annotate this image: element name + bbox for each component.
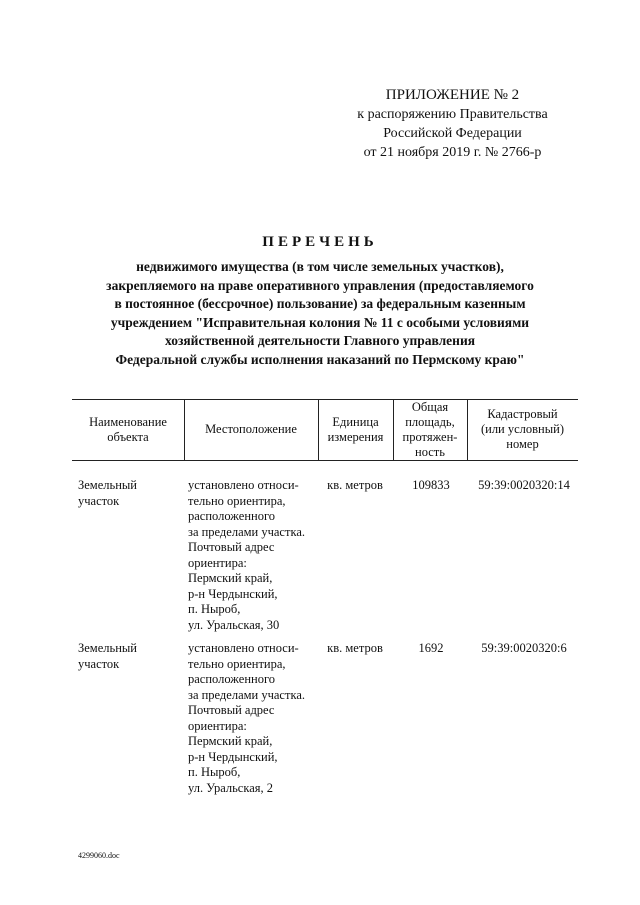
appendix-title: ПРИЛОЖЕНИЕ № 2 xyxy=(385,87,520,103)
subheading-line: в постоянное (бессрочное) пользование) за федеральным казенным xyxy=(114,296,526,311)
object-unit: кв. метров xyxy=(327,641,383,655)
subheading-line: недвижимого имущества (в том числе земельных участков), xyxy=(136,259,504,274)
subheading-line: закрепляемого на праве оперативного управления (предоставляемого xyxy=(106,277,534,293)
object-area: 1692 xyxy=(418,641,444,655)
object-unit: кв. метров xyxy=(327,478,383,492)
header-unit: Единица измерения xyxy=(327,414,384,444)
header-location: Местоположение xyxy=(205,422,297,436)
subheading-line: учреждением "Исправительная колония № 11 с особыми условиями xyxy=(110,314,530,330)
object-name: Земельный участок xyxy=(78,641,137,671)
appendix-block xyxy=(345,86,560,162)
object-name: Земельный участок xyxy=(78,478,137,508)
document-file-id: 4299060.doc xyxy=(78,851,120,860)
table-header-rule xyxy=(72,460,578,461)
object-area: 109833 xyxy=(412,478,450,492)
appendix-line-1: к распоряжению Правительства xyxy=(357,107,548,122)
object-cadastral-number: 59:39:0020320:6 xyxy=(481,641,567,655)
subheading-line: хозяйственной деятельности Главного управления xyxy=(164,333,476,348)
object-location: установлено относи- тельно ориентира, расположенного за пределами участка. Почтовый адрес ориентира: Пермский край, р-н Чердынский, п. Ныроб, ул. Уральская, 30 xyxy=(188,478,306,632)
subheading-line: Федеральной службы исполнения наказаний по Пермскому краю" xyxy=(115,351,525,367)
document-subheading xyxy=(60,258,580,369)
object-cadastral-number: 59:39:0020320:14 xyxy=(478,478,570,492)
appendix-line-3: от 21 ноября 2019 г. № 2766-р xyxy=(363,145,542,160)
header-area: Общая площадь, протяжен- ность xyxy=(402,399,458,459)
header-cadastral: Кадастровый (или условный) номер xyxy=(480,407,565,451)
appendix-line-2: Российской Федерации xyxy=(383,126,522,141)
header-name: Наименование объекта xyxy=(89,414,167,444)
object-location: установлено относи- тельно ориентира, расположенного за пределами участка. Почтовый адрес ориентира: Пермский край, р-н Чердынский, п. Ныроб, ул. Уральская, 2 xyxy=(188,641,306,795)
document-heading: ПЕРЕЧЕНЬ xyxy=(262,234,378,250)
